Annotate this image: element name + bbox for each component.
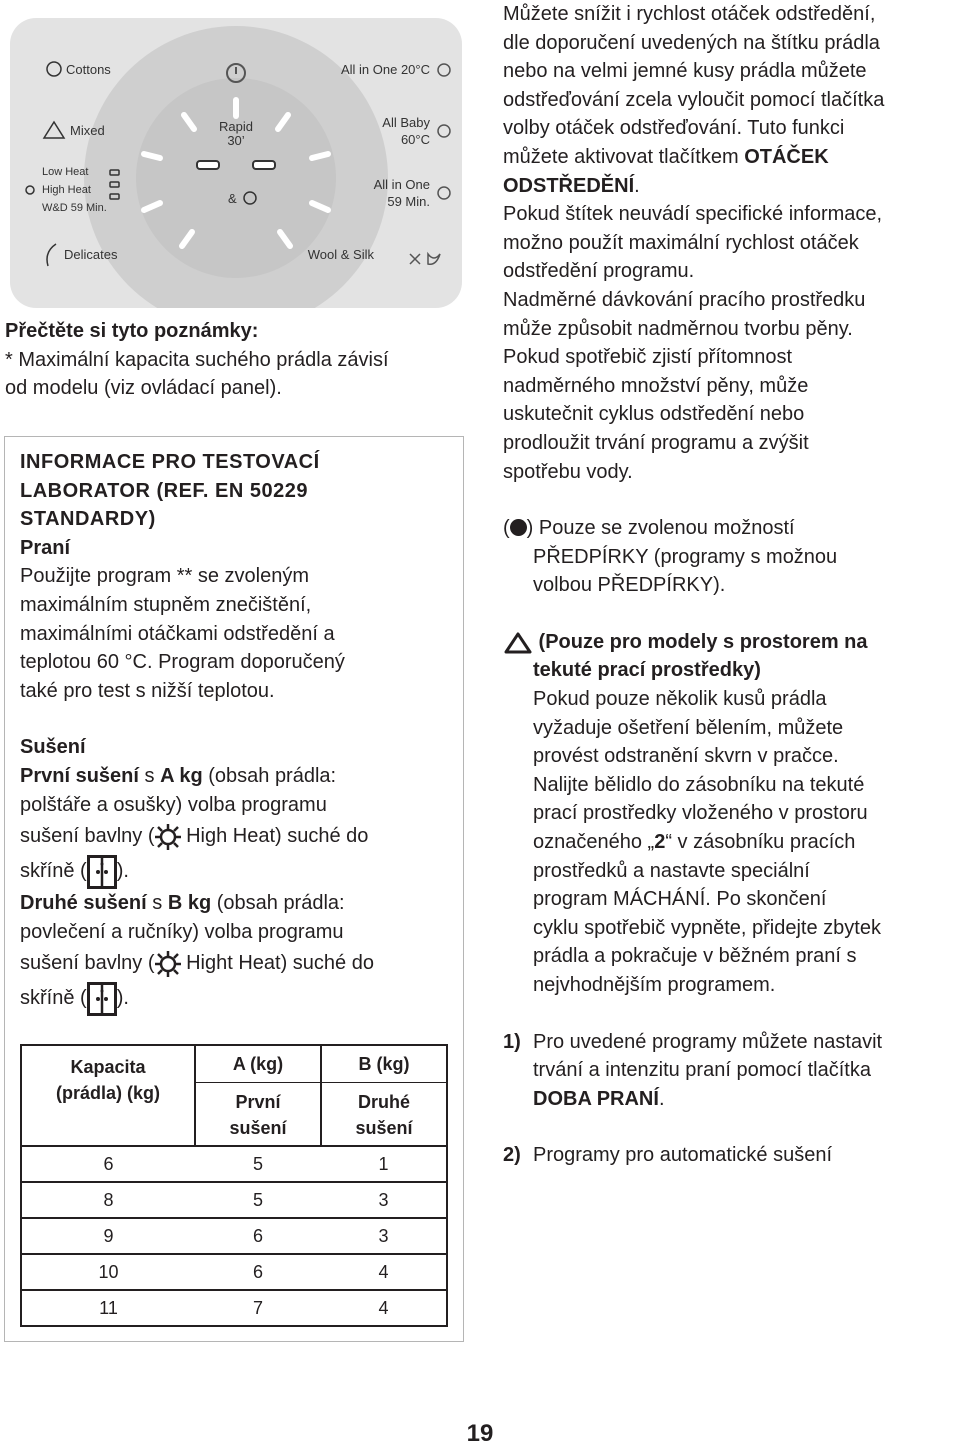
second-dry-line1: Druhé sušení s B kg (obsah prádla:	[20, 892, 345, 915]
prewash-note-line: volbou PŘEDPÍRKY).	[533, 574, 726, 597]
rapid-label: Rapid	[219, 119, 253, 134]
wash-line: maximálními otáčkami odstředění a	[20, 622, 335, 645]
drying-low-heat: Low Heat	[42, 166, 89, 178]
prewash-note-line: ( ) Pouze se zvolenou možností	[503, 517, 795, 540]
footnote-2: 2) Programy pro automatické sušení	[503, 1144, 833, 1167]
liquid-line: program MÁCHÁNÍ. Po skončení	[533, 888, 827, 911]
liquid-line: Nalijte bělidlo do zásobníku na tekuté	[533, 773, 865, 796]
drying-high-heat: High Heat	[42, 184, 91, 196]
program-cottons: Cottons	[66, 62, 111, 77]
spin-paragraph-line: odstřeďování zcela vyloučit pomocí tlačítka	[503, 88, 885, 111]
wash-line: Použijte program ** se zvoleným	[20, 565, 310, 588]
drying-wd59: W&D 59 Min.	[42, 202, 107, 214]
high-heat-icon	[155, 824, 181, 850]
cupboard-dry-icon	[87, 982, 117, 1016]
spin-paragraph-line: nebo na velmi jemné kusy prádla můžete	[503, 60, 867, 83]
program-delicates: Delicates	[64, 247, 118, 262]
dry-title: Sušení	[20, 736, 86, 759]
page-number: 19	[466, 1420, 494, 1447]
program-allinone59-time: 59 Min.	[387, 194, 430, 209]
second-dry-line4: skříně ( ).	[20, 980, 460, 1016]
foam-paragraph-line: Pokud spotřebič zjistí přítomnost	[503, 346, 793, 369]
test-info-content	[20, 448, 460, 1016]
program-mixed: Mixed	[70, 123, 105, 138]
label-paragraph-line: Pokud štítek neuvádí specifické informace,	[503, 203, 883, 226]
table-header-b: B (kg)	[321, 1045, 447, 1083]
high-heat-icon	[155, 951, 181, 977]
second-dry-line2: povlečení a ručníky) volba programu	[20, 920, 344, 943]
program-allbaby-temp: 60°C	[400, 132, 430, 147]
program-allbaby: All Baby	[382, 115, 430, 130]
table-row: 11 7 4	[21, 1290, 447, 1326]
notes-line: od modelu (viz ovládací panel).	[5, 377, 282, 400]
notes-section	[5, 317, 455, 403]
liquid-line: provést odstranění skvrn v pračce.	[533, 745, 839, 768]
cupboard-dry-icon	[87, 855, 117, 889]
wash-line: také pro test s nižší teplotou.	[20, 679, 275, 702]
notes-title: Přečtěte si tyto poznámky:	[5, 320, 259, 342]
table-header-capacity: Kapacita (prádla) (kg)	[21, 1045, 195, 1146]
svg-text:&: &	[228, 191, 237, 206]
spin-paragraph-line: volby otáček odstřeďování. Tuto funkci	[503, 117, 845, 140]
liquid-detergent-triangle-icon	[503, 632, 533, 654]
right-column	[503, 0, 958, 1170]
capacity-table	[20, 1044, 448, 1327]
dosage-paragraph-line: může způsobit nadměrnou tvorbu pěny.	[503, 317, 853, 340]
test-header: STANDARDY)	[20, 508, 156, 531]
liquid-line: vyžaduje ošetření bělením, můžete	[533, 716, 844, 739]
table-row: 8 5 3	[21, 1182, 447, 1218]
spin-paragraph-line: dle doporučení uvedených na štítku prádla	[503, 31, 880, 54]
test-header: LABORATOR (REF. EN 50229	[20, 479, 308, 502]
footnote-1: 1) Pro uvedené programy můžete nastavit trvání a intenzitu praní pomocí tlačítka DOBA PRANÍ.	[503, 1030, 883, 1110]
first-dry-line3: sušení bavlny ( High Heat) suché do	[20, 819, 460, 853]
label-paragraph-line: odstředění programu.	[503, 260, 695, 283]
notes-line: * Maximální kapacita suchého prádla závisí	[5, 348, 389, 371]
spin-paragraph-line: Můžete snížit i rychlost otáček odstředění,	[503, 3, 876, 25]
liquid-line: cyklu spotřebič vypněte, přidejte zbytek	[533, 916, 881, 939]
program-allinone20: All in One 20°C	[340, 62, 430, 77]
liquid-line: označeného „2“ v zásobníku pracích	[533, 831, 856, 854]
test-header: INFORMACE PRO TESTOVACÍ	[20, 451, 320, 473]
foam-paragraph-line: spotřebu vody.	[503, 460, 633, 483]
table-row: 10 6 4	[21, 1254, 447, 1290]
spin-paragraph-line: ODSTŘEDĚNÍ.	[503, 174, 640, 197]
liquid-line: Pokud pouze několik kusů prádla	[533, 688, 827, 711]
label-paragraph-line: možno použít maximální rychlost otáček	[503, 231, 859, 254]
program-allinone59: All in One	[373, 177, 430, 192]
liquid-line: nejvhodnějším programem.	[533, 974, 776, 996]
rapid-time-label: 30’	[227, 133, 245, 148]
liquid-title-line: (Pouze pro modely s prostorem na	[503, 628, 958, 657]
liquid-line: prací prostředky vloženého v prostoru	[533, 802, 868, 825]
program-wool-silk: Wool & Silk	[307, 247, 374, 262]
prewash-note-line: PŘEDPÍRKY (programy s možnou	[533, 545, 838, 568]
liquid-line: prádla a pokračuje v běžném praní s	[533, 945, 857, 968]
control-panel-illustration	[10, 18, 462, 308]
first-dry-line1: První sušení s A kg (obsah prádla:	[20, 764, 337, 787]
table-subheader-a: První sušení	[195, 1083, 321, 1147]
prewash-dot-icon	[510, 519, 527, 536]
second-dry-line3: sušení bavlny ( Hight Heat) suché do	[20, 946, 460, 980]
dosage-paragraph-line: Nadměrné dávkování pracího prostředku	[503, 288, 866, 311]
wash-line: teplotou 60 °C. Program doporučený	[20, 651, 345, 674]
foam-paragraph-line: prodloužit trvání programu a zvýšit	[503, 431, 809, 454]
table-row: 9 6 3	[21, 1218, 447, 1254]
first-dry-line4: skříně ( ).	[20, 853, 460, 889]
spin-paragraph-line: můžete aktivovat tlačítkem OTÁČEK	[503, 145, 829, 168]
table-row: 6 5 1	[21, 1146, 447, 1182]
first-dry-line2: polštáře a osušky) volba programu	[20, 793, 327, 816]
control-panel-svg	[10, 18, 462, 308]
table-subheader-b: Druhé sušení	[321, 1083, 447, 1147]
table-header-a: A (kg)	[195, 1045, 321, 1083]
foam-paragraph-line: uskutečnit cyklus odstředění nebo	[503, 403, 805, 426]
liquid-title-line: tekuté prací prostředky)	[533, 659, 761, 682]
table-header-row	[21, 1045, 447, 1083]
wash-line: maximálním stupněm znečištění,	[20, 593, 312, 616]
foam-paragraph-line: nadměrného množství pěny, může	[503, 374, 809, 397]
wash-title: Praní	[20, 536, 71, 559]
liquid-line: prostředků a nastavte speciální	[533, 859, 810, 882]
